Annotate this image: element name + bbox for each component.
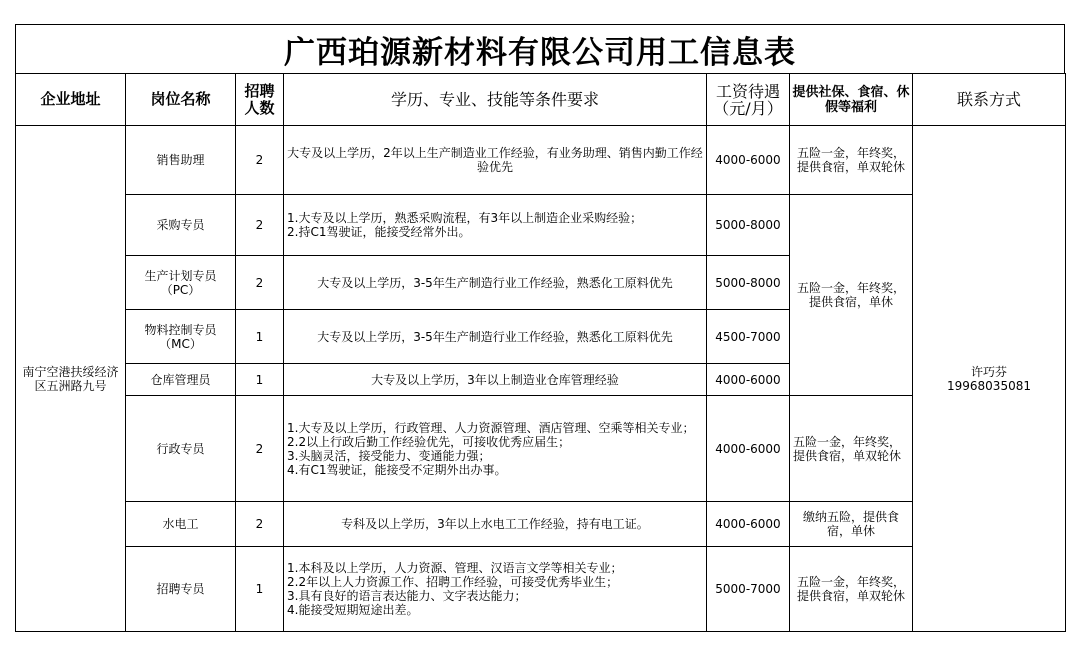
header-headcount: 招聘人数: [236, 74, 284, 126]
table-row: [16, 126, 1066, 195]
position-cell: 仓库管理员: [126, 364, 236, 396]
requirements-cell: 大专及以上学历，3-5年生产制造行业工作经验，熟悉化工原料优先: [284, 256, 707, 310]
contact-name: 许巧芬: [970, 364, 1007, 379]
benefits-cell: 缴纳五险，提供食宿，单休: [790, 502, 913, 547]
salary-cell: 5000-8000: [707, 256, 790, 310]
requirements-cell: 大专及以上学历，3-5年生产制造行业工作经验，熟悉化工原料优先: [284, 310, 707, 364]
requirement-line: 2.2以上行政后勤工作经验优先，可接收优秀应届生；: [287, 434, 571, 449]
header-row: [16, 74, 1066, 126]
position-cell: 行政专员: [126, 396, 236, 502]
requirements-cell: [284, 396, 707, 502]
headcount-cell: 1: [236, 310, 284, 364]
headcount-cell: 2: [236, 126, 284, 195]
requirements-cell: 专科及以上学历，3年以上水电工工作经验，持有电工证。: [284, 502, 707, 547]
header-requirements: 学历、专业、技能等条件要求: [284, 74, 707, 126]
position-cell: 水电工: [126, 502, 236, 547]
requirement-line: 3.头脑灵活，接受能力、变通能力强；: [287, 448, 491, 463]
requirement-line: 1.大专及以上学历，行政管理、人力资源管理、酒店管理、空乘等相关专业；: [287, 420, 695, 435]
benefits-cell: 五险一金，年终奖，提供食宿，单双轮休: [790, 547, 913, 632]
headcount-cell: 2: [236, 502, 284, 547]
requirements-cell: [284, 195, 707, 256]
headcount-cell: 1: [236, 547, 284, 632]
position-cell: 采购专员: [126, 195, 236, 256]
salary-cell: 5000-8000: [707, 195, 790, 256]
sheet-title: 广西珀源新材料有限公司用工信息表: [15, 24, 1065, 73]
position-cell: 销售助理: [126, 126, 236, 195]
benefits-cell: 五险一金，年终奖，提供食宿，单双轮休: [790, 396, 913, 502]
header-position: 岗位名称: [126, 74, 236, 126]
salary-cell: 5000-7000: [707, 547, 790, 632]
address-cell: 南宁空港扶绥经济区五洲路九号: [16, 126, 126, 632]
headcount-cell: 2: [236, 195, 284, 256]
headcount-cell: 2: [236, 256, 284, 310]
header-salary: 工资待遇（元/月）: [707, 74, 790, 126]
requirements-cell: [284, 547, 707, 632]
table-row: [16, 547, 1066, 632]
benefits-cell: 五险一金，年终奖，提供食宿，单双轮休: [790, 126, 913, 195]
position-cell: 招聘专员: [126, 547, 236, 632]
salary-cell: 4000-6000: [707, 364, 790, 396]
recruitment-table: [15, 73, 1066, 632]
benefits-cell: 五险一金，年终奖，提供食宿，单休: [790, 195, 913, 396]
salary-cell: 4500-7000: [707, 310, 790, 364]
header-benefits: 提供社保、食宿、休假等福利: [790, 74, 913, 126]
header-address: 企业地址: [16, 74, 126, 126]
requirement-line: 4.能接受短期短途出差。: [287, 603, 419, 617]
salary-cell: 4000-6000: [707, 396, 790, 502]
requirements-cell: 大专及以上学历，3年以上制造业仓库管理经验: [284, 364, 707, 396]
requirements-cell: 大专及以上学历，2年以上生产制造业工作经验，有业务助理、销售内勤工作经验优先: [284, 126, 707, 195]
requirement-line: 2.持C1驾驶证，能接受经常外出。: [287, 225, 471, 239]
headcount-cell: 1: [236, 364, 284, 396]
requirement-line: 1.大专及以上学历，熟悉采购流程，有3年以上制造企业采购经验；: [287, 211, 643, 225]
header-contact: 联系方式: [913, 74, 1066, 126]
requirement-line: 1.本科及以上学历，人力资源、管理、汉语言文学等相关专业；: [287, 561, 623, 575]
salary-cell: 4000-6000: [707, 502, 790, 547]
position-cell: 物料控制专员（MC）: [126, 310, 236, 364]
contact-cell: [913, 126, 1066, 632]
requirement-line: 2.2年以上人力资源工作、招聘工作经验，可接受优秀毕业生；: [287, 575, 619, 589]
table-row: [16, 502, 1066, 547]
requirement-line: 4.有C1驾驶证，能接受不定期外出办事。: [287, 462, 507, 477]
recruitment-sheet: [15, 24, 1065, 632]
position-cell: 生产计划专员（PC）: [126, 256, 236, 310]
table-row: [16, 195, 1066, 256]
headcount-cell: 2: [236, 396, 284, 502]
contact-phone: 19968035081: [947, 378, 1031, 393]
requirement-line: 3.具有良好的语言表达能力、文字表达能力；: [287, 589, 527, 603]
salary-cell: 4000-6000: [707, 126, 790, 195]
table-row: [16, 396, 1066, 502]
